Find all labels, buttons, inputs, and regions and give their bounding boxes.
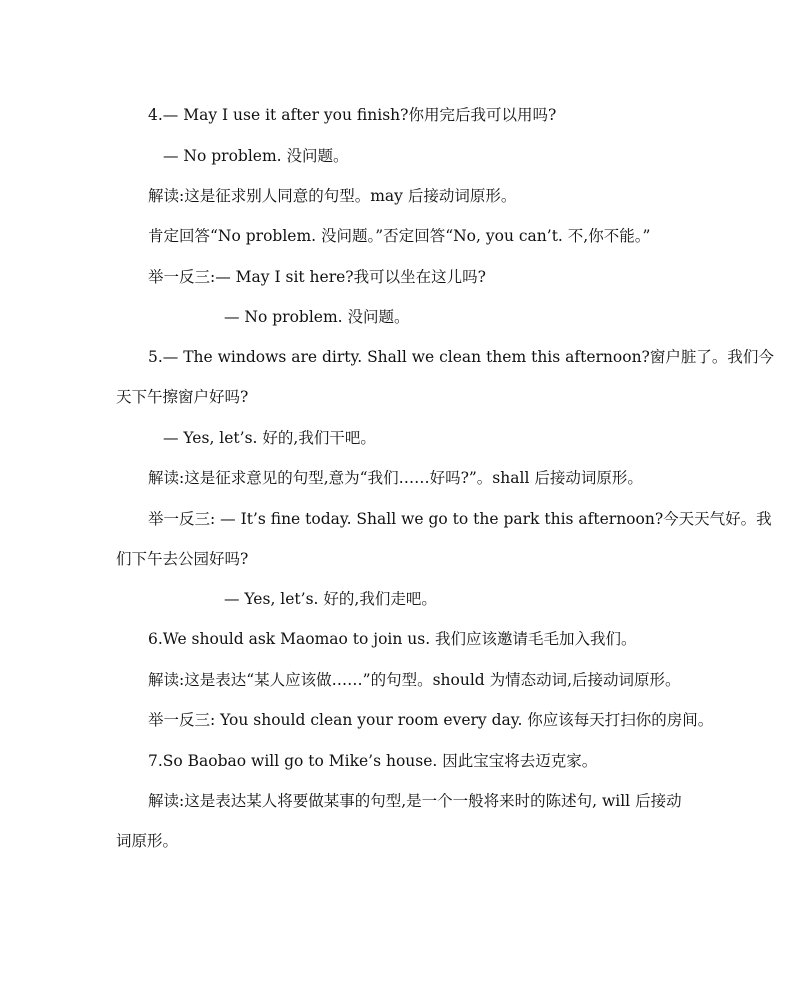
example-5-question-line-2: 天下午擦窗户好吗? bbox=[116, 388, 249, 406]
example-4-practice-question: 举一反三:— May I sit here?我可以坐在这儿吗? bbox=[148, 268, 486, 286]
example-5-practice-question-line-2: 们下午去公园好吗? bbox=[116, 550, 249, 568]
example-7-sentence: 7.So Baobao will go to Mike’s house. 因此宝宝将去迈克家。 bbox=[148, 752, 598, 770]
example-7-explanation-line-1: 解读:这是表达某人将要做某事的句型,是一个一般将来时的陈述句, will 后接动 bbox=[148, 792, 682, 810]
example-5-question-line-1: 5.— The windows are dirty. Shall we clean them this afternoon?窗户脏了。我们今 bbox=[148, 348, 774, 366]
example-5-practice-question-line-1: 举一反三: — It’s fine today. Shall we go to the park this afternoon?今天天气好。我 bbox=[148, 510, 772, 528]
example-4-responses: 肯定回答“No problem. 没问题。”否定回答“No, you can’t. 不,你不能。” bbox=[148, 227, 651, 245]
example-5-answer: — Yes, let’s. 好的,我们干吧。 bbox=[163, 429, 376, 447]
example-4-answer: — No problem. 没问题。 bbox=[163, 147, 349, 165]
example-7-explanation-line-2: 词原形。 bbox=[116, 832, 179, 850]
example-4-practice-answer: — No problem. 没问题。 bbox=[224, 308, 410, 326]
example-4-explanation: 解读:这是征求别人同意的句型。may 后接动词原形。 bbox=[148, 187, 517, 205]
example-6-sentence: 6.We should ask Maomao to join us. 我们应该邀请毛毛加入我们。 bbox=[148, 630, 637, 648]
example-5-practice-answer: — Yes, let’s. 好的,我们走吧。 bbox=[224, 590, 437, 608]
example-5-explanation: 解读:这是征求意见的句型,意为“我们……好吗?”。shall 后接动词原形。 bbox=[148, 469, 643, 487]
example-6-explanation: 解读:这是表达“某人应该做……”的句型。should 为情态动词,后接动词原形。 bbox=[148, 671, 681, 689]
example-4-question: 4.— May I use it after you finish?你用完后我可以用吗? bbox=[148, 106, 557, 124]
example-6-practice: 举一反三: You should clean your room every day. 你应该每天打扫你的房间。 bbox=[148, 711, 714, 729]
